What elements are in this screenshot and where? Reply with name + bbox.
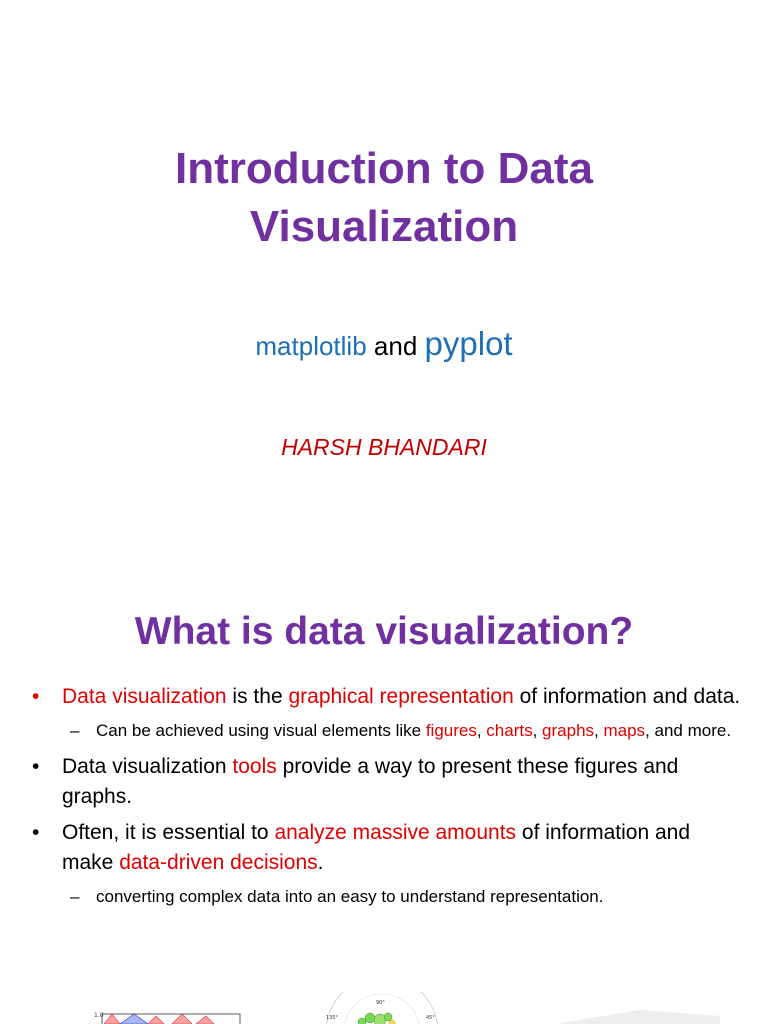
bullet-dot-icon: • <box>32 685 40 708</box>
sub-bullet-highlight: figures <box>425 721 477 740</box>
bullet-text: Data visualization <box>62 755 233 778</box>
surface-plot-thumbnail <box>555 1010 720 1024</box>
bullet-text: of information and make <box>62 821 690 874</box>
bullet-dot-icon: • <box>32 755 40 778</box>
dash-icon: – <box>70 721 80 740</box>
bullet-text-highlight: data-driven decisions <box>119 851 318 874</box>
bullet-text-highlight: analyze massive amounts <box>274 821 517 844</box>
dash-icon: – <box>70 887 80 906</box>
sub-bullet-highlight: charts <box>486 721 533 740</box>
bullet-list <box>32 682 742 918</box>
sub-bullet-item <box>32 884 742 910</box>
polar-angle-label: 90° <box>376 1000 385 1006</box>
polar-angle-label: 45° <box>426 1015 435 1021</box>
bullet-text: is the <box>226 685 289 708</box>
subtitle <box>0 322 768 368</box>
slide-title: What is data visualization? <box>134 610 634 653</box>
scatter-marker <box>384 1013 392 1021</box>
line-chart-thumbnail <box>94 1012 240 1024</box>
sub-bullet-text: , <box>532 721 543 740</box>
polar-chart-thumbnail <box>326 992 438 1024</box>
bullet-text: of information and data. <box>513 685 741 708</box>
sub-bullet-text: Can be achieved using visual elements like <box>96 721 426 740</box>
bullet-text: Often, it is essential to <box>62 821 275 844</box>
bullet-text: provide a way to present these figures and graphs. <box>62 755 679 808</box>
sub-bullet-highlight: maps <box>603 721 646 740</box>
surface-shape <box>555 1010 720 1024</box>
subtitle-and: and <box>373 331 418 361</box>
scatter-marker <box>365 1013 375 1023</box>
sub-bullet-text: converting complex data into an easy to understand representation. <box>96 887 604 906</box>
sub-bullet-highlight: graphs <box>542 721 595 740</box>
bullet-item <box>32 752 742 812</box>
title-line-2: Visualization <box>249 202 519 251</box>
content-slide <box>0 560 768 1024</box>
bullet-item <box>32 682 742 712</box>
presentation-title <box>0 140 768 256</box>
bullet-text: . <box>317 851 324 874</box>
scatter-marker <box>358 1018 366 1024</box>
bullet-item <box>32 818 742 878</box>
bullet-text-highlight: graphical representation <box>288 685 514 708</box>
bullet-dot-icon: • <box>32 821 40 844</box>
author-name: HARSH BHANDARI <box>281 434 487 460</box>
subtitle-pyplot: pyplot <box>424 325 513 362</box>
title-line-1: Introduction to Data <box>175 144 593 193</box>
bullet-text-highlight: tools <box>232 755 277 778</box>
chart-thumbnails <box>0 992 768 1024</box>
y-tick-label: 1.0 <box>94 1012 104 1019</box>
bullet-text-highlight: Data visualization <box>62 685 227 708</box>
subtitle-matplotlib: matplotlib <box>255 331 367 361</box>
sub-bullet-text: , <box>594 721 604 740</box>
polar-angle-label: 135° <box>326 1015 339 1021</box>
sub-bullet-text: , <box>476 721 487 740</box>
sub-bullet-item <box>32 718 742 744</box>
scatter-marker <box>389 1020 395 1024</box>
sub-bullet-text: , and more. <box>645 721 732 740</box>
